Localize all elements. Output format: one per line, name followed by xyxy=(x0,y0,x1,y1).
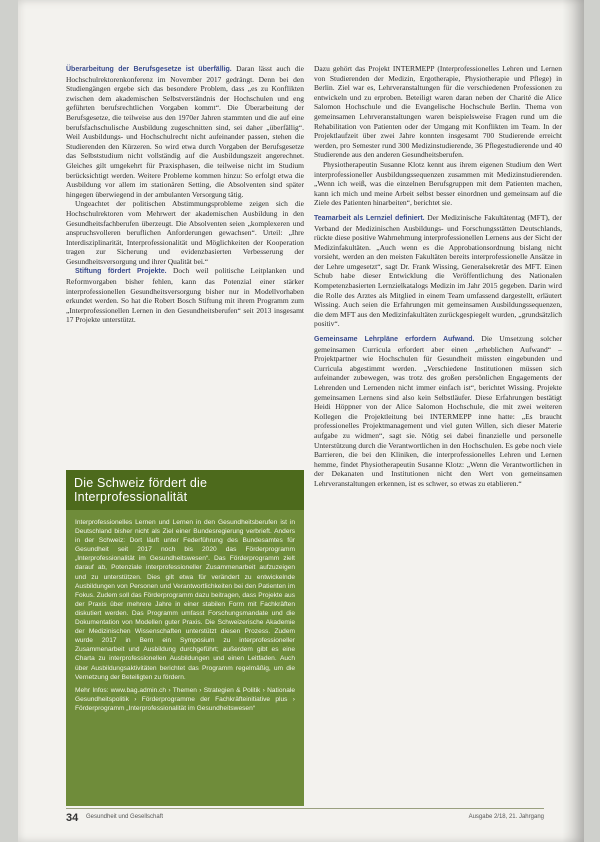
page-number: 34 xyxy=(66,812,79,824)
left-paragraph-3-text: Doch weil politische Leitplanken und Reformvorgaben bisher fehlen, kann das Potenzial einer stärker interprofessionellen Gesundheitsversorgung bisher nur in Modellvorhaben erkundet werden. So hat die Robert Bosch Stiftung mit ihrem Programm zum „Interprofessionellen Lernen in den Gesundheitsberufen“ seit 2013 insgesamt 17 Projekte unterstützt. xyxy=(66,266,304,325)
section-lead-teamarbeit: Teamarbeit als Lernziel definiert. xyxy=(314,214,425,222)
page-footer xyxy=(66,808,544,823)
right-paragraph-2: Physiotherapeutin Susanne Klotz kennt aus ihrem eigenen Studium den Wert interprofessioneller Ausbildungssequenzen zusammen mit Medizinstudierenden. „Wenn ich weiß, was die einzelnen Berufsgruppen mit dem Patienten machen, kann ich mich und meine Arbeit selbst besser einordnen und gemeinsam auf die Ziele des Patienten hinarbeiten“, berichtet sie. xyxy=(314,159,562,208)
infobox-text: Interprofessionelles Lernen und Lernen in den Gesundheitsberufen ist in Deutschland bisher nicht als Ziel einer Bundesregierung verbrieft. Anders in der Schweiz: Dort läuft unter Federführung des Bundesamtes für Gesundheit seit 2017 noch bis 2020 das Förderprogramm „Interprofessionalität im Gesundheitswesen“. Das Förderprogramm zielt darauf ab, Potenziale interprofessioneller Zusammenarbeit aufzuzeigen und zu unterstützen. Dies gilt etwa für verändert zu entwickelnde Ausbildungen von Personen und Verantwortlichkeiten bei den Patienten im Fokus. Zudem soll das Förderprogramm dazu beitragen, dass Projekte aus der Praxis über mehrere Jahre in einer stabilen Form mit Fachkräften diskutiert werden. Das Programm umfasst Forschungsmandate und die Dokumentation von Modellen guter Praxis. Die Schweizerische Akademie der Medizinischen Wissenschaften unterstützt diesen Prozess. Zudem wurde 2017 in Bern ein Symposium zu interprofessioneller Zusammenarbeit und Ausbildung durchgeführt; außerdem gibt es eine Charta zu interprofessionellen Ausbildungen und einen Leitfaden. Auch über Ausbildungsaktivitäten berichtet das Programm regelmäßig, um die Vernetzung der Beteiligten zu fördern. xyxy=(75,519,295,681)
schweiz-infobox xyxy=(66,470,304,800)
infobox-body xyxy=(66,510,304,806)
left-paragraph-1-text: Daran lässt auch die Hochschulrektorenkonferenz im November 2017 gedrängt. Denn bei den Studiengängen ergebe sich das besondere Problem, dass „es zu Konflikten zwischen dem akademischen Selbstverständnis der Hochschulen und eng geführten berufsrechtlichen Vorgaben kommt“. Die Überarbeitung der Berufsgesetze, die teilweise aus den 1970er Jahren stammten und die auf eine berufsfachschulische Ausbildung zugeschnitten sind, sei daher „überfällig“. Weil Ausbildungs- und Hochschulrecht nicht aufeinander passen, stehen die Studierenden den Kürzeren. So wird etwa durch Vorgaben der Berufsgesetze das Selbststudium nicht vollständig auf die Ausbildungszeit angerechnet. Gleiches gilt umgekehrt für Praxisphasen, die teilweise nicht im Studium berücksichtigt werden. Weitere Probleme kommen hinzu: So erfolgt etwa die Ausbildung vor allem im stationären Setting, die Absolventen sind später hingegen überwiegend in der ambulanten Versorgung tätig. xyxy=(66,64,304,199)
footer-publication: Gesundheit und Gesellschaft xyxy=(86,814,164,820)
right-column xyxy=(314,64,562,489)
section-lead-berufsgesetze: Überarbeitung der Berufsgesetze ist überfällig. xyxy=(66,66,232,73)
infobox-info: Mehr Infos: www.bag.admin.ch › Themen › Strategien & Politik › Nationale Gesundheitspolitik › Förderprogramme der Fachkräfteinitiative plus › Förderprogramm „Interprofessionalität im Gesundheitswesen“ xyxy=(75,686,295,712)
footer-issue: Ausgabe 2/18, 21. Jahrgang xyxy=(468,814,544,820)
right-paragraph-1: Dazu gehört das Projekt INTERMEPP (Interprofessionelles Lehren und Lernen von Studierenden der Medizin, Ergotherapie, Physiotherapie und Pflege) in Berlin. Ziel war es, Lehrveranstaltungen für die verschiedenen Professionen zu entwickeln und zu erproben. Beteiligt waren daran neben der Charité die Alice Salomon Hochschule und die Evangelische Hochschule Berlin. Thema von gemeinsamen Lehrveranstaltungen waren beispielsweise Fragen rund um die Rehabilitation von Patienten oder der Umgang mit Konflikten im Team. In der Projektlaufzeit über zwei Jahre konnten insgesamt 700 Studierende erreicht werden, pro Semester rund 300 Medizinstudierende, 36 Pflegestudierende und 40 Studierende aus den anderen Gesundheitsberufen. xyxy=(314,64,562,160)
right-paragraph-3 xyxy=(314,213,562,329)
left-paragraph-2: Ungeachtet der politischen Abstimmungsprobleme zeigen sich die Hochschulrektoren vom Mehrwert der akademischen Ausbildung in den Gesundheitsfachberufen überzeugt. Die Absolventen seien „komplexeren und anspruchsvolleren beruflichen Anforderungen gewachsen“. Urteil: „Ihre Interdisziplinarität, Interprofessionalität und Möglichkeiten der Kooperation tragen zur Sicherung und evidenzbasierten Verbesserung der Gesundheitsversorgung und ihrer Qualität bei.“ xyxy=(66,199,304,266)
page-gutter-shadow xyxy=(562,0,584,842)
left-column xyxy=(66,64,304,325)
right-paragraph-3-text: Der Medizinische Fakultätentag (MFT), der Verband der Medizinischen Ausbildungs- und Forschungsstätten Deutschlands, rückte diese positive Wahrnehmung interprofessionellen Lernens aus der Sicht der Medizinfakultäten. „Auch wenn es die Approbationsordnung bislang nicht vorsieht, werden an den meisten Fakultäten bereits interprofessionelle Ansätze in der Lehre umgesetzt“, sagt Dr. Frank Wissing, Generalsekretär des MFT. Einen Schub habe dieser Entwicklung die Veröffentlichung des Nationalen Kompetenzbasierten Lernzielkatalogs Medizin im Jahr 2015 gegeben. Darin wird die Rolle des Arztes als Mitglied in einem Team umfassend dargestellt, erläutert Wissing. Auch seien die Erfahrungen mit gemeinsamen Ausbildungssequenzen, die dem MFT aus den Medizinfakultäten zurückgespiegelt wurden, „grundsätzlich positiv“. xyxy=(314,212,562,329)
section-lead-stiftung: Stiftung fördert Projekte. xyxy=(75,268,167,276)
section-lead-lehrplaene: Gemeinsame Lehrpläne erfordern Aufwand. xyxy=(314,336,475,344)
right-paragraph-4-text: Die Umsetzung solcher gemeinsamen Curricula erfordert aber einen „erheblichen Aufwand“ – Projektpartner wie Hochschulen für Gesundheit müssten eingebunden und Curricula abgestimmt werden. „Verschiedene Institutionen müssen sich aufeinander zubewegen, was trotz des großen persönlichen Engagements der Lehrenden und Lernenden nicht immer einfach ist“, berichtet Wissing. Projekte gemeinsamen Lernens sind also kein Selbstläufer. Diese Erfahrungen bestätigt Heidi Höppner von der Alice Salomon Hochschule, die mit zwei weiteren Kollegen die Projektleitung bei INTERMEPP inne hatte: „Es braucht professionelles Projektmanagement und viel guten Willen, sich dieser Materie aufgabe zu widmen“, sagt sie. Nötig sei dabei finanzielle und personelle Unterstützung durch die Verantwortlichen in den Hochschulen. Es gebe noch viele Barrieren, die bei den Kliniken, die interprofessionelles Lehren und Lernen hemme, findet Physiotherapeutin Susanne Klotz: „Wenn die Verantwortlichen in der Dekanaten und Institutionen nicht den Wert von gemeinsamen Lehrveranstaltungen erkennen, ist es schwer, so etwas zu etablieren.“ xyxy=(314,334,562,488)
left-paragraph-1 xyxy=(66,64,304,199)
magazine-page xyxy=(18,0,584,842)
right-paragraph-4 xyxy=(314,334,562,489)
left-paragraph-3 xyxy=(66,266,304,325)
infobox-title: Die Schweiz fördert die Interprofessionalität xyxy=(66,470,304,510)
